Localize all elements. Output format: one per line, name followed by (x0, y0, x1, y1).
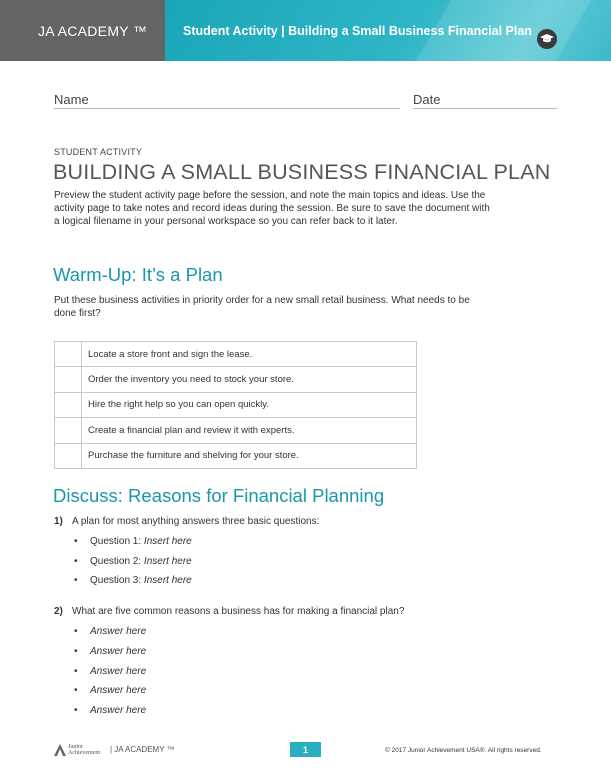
list-item: • Question 1: Insert here (74, 536, 192, 547)
activity-cell: Locate a store front and sign the lease. (82, 342, 417, 367)
header-doc-title: Student Activity | Building a Small Business Financial Plan (183, 23, 532, 38)
question-text: What are five common reasons a business has for making a financial plan? (72, 606, 405, 617)
list-item: • Question 3: Insert here (74, 575, 192, 586)
graduation-cap-icon (537, 29, 557, 49)
list-item: • Answer here (74, 626, 147, 637)
table-row (55, 367, 417, 392)
warmup-heading: Warm-Up: It’s a Plan (53, 264, 223, 285)
page-header (0, 0, 611, 61)
date-label: Date (413, 92, 441, 107)
answer-placeholder[interactable]: Answer here (90, 666, 147, 677)
copyright-notice: © 2017 Junior Achievement USA®. All rights reserved. (385, 747, 542, 754)
question-2 (54, 606, 404, 617)
warmup-prompt: Put these business activities in priority order for a new small retail business. What needs to be done first? (54, 295, 470, 319)
name-field-line (54, 108, 400, 109)
list-item: • Question 2: Insert here (74, 556, 192, 567)
rank-cell[interactable] (55, 392, 82, 417)
answer-placeholder[interactable]: Answer here (90, 705, 147, 716)
bullet-label: Question 1: (90, 536, 144, 547)
table-row (55, 443, 417, 468)
activity-eyebrow: STUDENT ACTIVITY (54, 147, 143, 157)
answer-placeholder[interactable]: Answer here (90, 626, 147, 637)
question-text: A plan for most anything answers three basic questions: (72, 516, 320, 527)
rank-cell[interactable] (55, 342, 82, 367)
answer-placeholder[interactable]: Answer here (90, 685, 147, 696)
activity-cell: Hire the right help so you can open quickly. (82, 392, 417, 417)
list-item: • Answer here (74, 685, 147, 696)
answer-placeholder[interactable]: Insert here (143, 536, 192, 547)
table-row (55, 392, 417, 417)
priority-table (54, 341, 417, 469)
discuss-heading: Discuss: Reasons for Financial Planning (53, 485, 385, 506)
intro-paragraph: Preview the student activity page before the session, and note the main topics and ideas. Use the activity page to take notes and record ideas during the session. Be sure to save the document with a logical filename in your personal workspace so you can refer back to it later. (54, 190, 490, 227)
answer-placeholder[interactable]: Insert here (143, 575, 192, 586)
table-row (55, 342, 417, 367)
date-field-line (413, 108, 557, 109)
answer-placeholder[interactable]: Answer here (90, 646, 147, 657)
table-row (55, 418, 417, 443)
activity-cell: Purchase the furniture and shelving for your store. (82, 443, 417, 468)
question-number: 1) (54, 516, 63, 527)
rank-cell[interactable] (55, 367, 82, 392)
page-title: BUILDING A SMALL BUSINESS FINANCIAL PLAN (53, 160, 551, 184)
bullet-label: Question 3: (90, 575, 144, 586)
brand-name: JA ACADEMY ™ (38, 22, 148, 39)
answer-placeholder[interactable]: Insert here (143, 556, 192, 567)
rank-cell[interactable] (55, 443, 82, 468)
activity-cell: Create a financial plan and review it with experts. (82, 418, 417, 443)
brand-bar (0, 0, 165, 61)
rank-cell[interactable] (55, 418, 82, 443)
footer-academy: | JA ACADEMY ™ (110, 745, 175, 754)
question-number: 2) (54, 606, 63, 617)
activity-cell: Order the inventory you need to stock your store. (82, 367, 417, 392)
bullet-label: Question 2: (90, 556, 144, 567)
list-item: • Answer here (74, 705, 147, 716)
page-number: 1 (290, 742, 321, 757)
name-label: Name (54, 92, 89, 107)
ja-triangle-icon (54, 744, 66, 756)
logo-line-1: Junior (68, 744, 83, 750)
list-item: • Answer here (74, 666, 147, 677)
list-item: • Answer here (74, 646, 147, 657)
logo-line-2: Achievement (68, 750, 100, 756)
question-1 (54, 516, 319, 527)
